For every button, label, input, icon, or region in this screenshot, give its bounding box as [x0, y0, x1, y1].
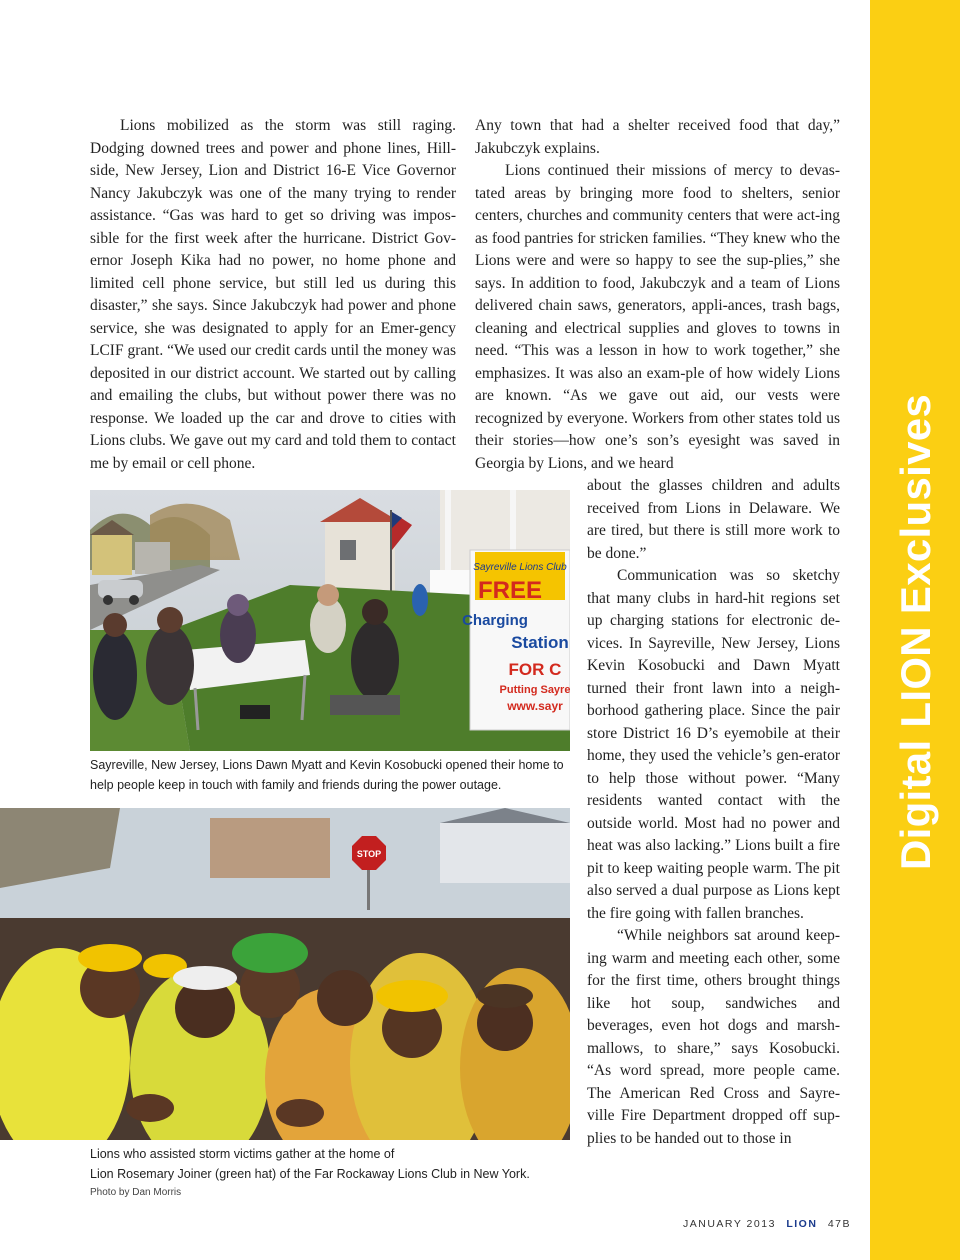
sign-charging-text: Charging	[462, 612, 528, 629]
paragraph: about the glasses children and adults received from Lions in Delaware. We are tired, but there is still more work to be done.”	[587, 477, 840, 562]
sign-club-text: Sayreville Lions Club	[473, 562, 567, 573]
group-photo	[0, 808, 570, 1140]
sign-putting-text: Putting Sayre	[499, 684, 570, 696]
paragraph: Any town that had a shelter received food that day,” Jakubczyk explains.	[475, 117, 840, 157]
article-column-right-top	[475, 115, 840, 475]
photo-caption	[90, 1144, 570, 1184]
page-footer	[683, 1218, 851, 1230]
footer-date: JANUARY 2013	[683, 1218, 776, 1230]
paragraph: Lions mobilized as the storm was still raging. Dodging downed trees and power and phone lines, Hill-side, New Jersey, Lion and District 16-E Vice Governor Nancy Jakubczyk was one of the many trying to render assistance. “Gas was hard to get so driving was impos-sible for the first week after the hurricane. District Gov-ernor Joseph Kika had no power, no home phone and limited cell phone service, but still led us during this disaster,” she says. Since Jakubczyk had power and phone service, she was designated to apply for an Emer-gency LCIF grant. “We used our credit cards until the money was deposited in our district account. We started out by calling and emailing the clubs, but without power there was no response. We loaded up the car and drove to cities with Lions clubs. We gave out my card and told them to contact me by email or cell phone.	[90, 117, 456, 472]
sidebar-label: Digital LION Exclusives	[892, 393, 939, 870]
footer-brand: LION	[786, 1218, 818, 1230]
sign-for-text: FOR C	[508, 660, 562, 679]
caption-line: Lion Rosemary Joiner (green hat) of the Far Rockaway Lions Club in New York.	[90, 1167, 530, 1181]
paragraph: Communication was so sketchy that many clubs in hard-hit regions set up charging stations for electronic de-vices. In Sayreville, New Jersey, Lions Kevin Kosobucki and Dawn Myatt turned their front lawn into a neigh-borhood gathering place. Since the pair store District 16 D’s eyemobile at their home, they used the vehicle’s gen-erator to help those without power. “Many residents wanted contact with the outside world. Most had no power and heat was also lacking.” Lions built a fire pit to keep waiting people warm. The pit also served a dual purpose as Lions kept the fire going with fallen branches.	[587, 567, 840, 922]
charging-station-photo	[90, 490, 570, 751]
sign-station-text: Station	[511, 633, 569, 652]
photo-caption: Sayreville, New Jersey, Lions Dawn Myatt and Kevin Kosobucki opened their home to help people keep in touch with family and friends during the power outage.	[90, 758, 564, 792]
sign-url-text: www.sayr	[507, 699, 563, 713]
caption-line: Lions who assisted storm victims gather at the home of	[90, 1147, 395, 1161]
paragraph: “While neighbors sat around keep-ing warm and meeting each other, some for the first time, others brought things like hot soup, sandwiches and beverages, even hot dogs and marsh-mallows, to share,” says Kosobucki. “As word spread, more people came. The American Red Cross and Sayre-ville Fire Department dropped off sup-plies to be handed out to those in	[587, 927, 840, 1147]
photo-credit: Photo by Dan Morris	[90, 1187, 182, 1198]
page-number: 47B	[827, 1218, 852, 1230]
article-column-left	[90, 115, 456, 475]
paragraph: Lions continued their missions of mercy to devas-tated areas by bringing more food to shelters, senior centers, churches and community centers that were act-ing as food pantries for stricken families. “They knew who the Lions were and were so happy to see the sup-plies,” she says. In addition to food, Jakubczyk and a team of Lions delivered chain saws, generators, appli-ances, trash bags, cleaning and electrical supplies and gloves to towns in need. “This was a lesson in how to work together,” she emphasizes. It was also an exam-ple of how widely Lions are known. “As we gave out aid, our vests were recognized by everyone. Workers from other states told us their stories—how one’s son’s eyesight was saved in Georgia by Lions, and we heard	[475, 162, 840, 472]
article-column-right-bottom	[587, 475, 840, 1150]
stop-sign-text: STOP	[356, 849, 382, 859]
sign-free-text: FREE	[477, 577, 543, 604]
